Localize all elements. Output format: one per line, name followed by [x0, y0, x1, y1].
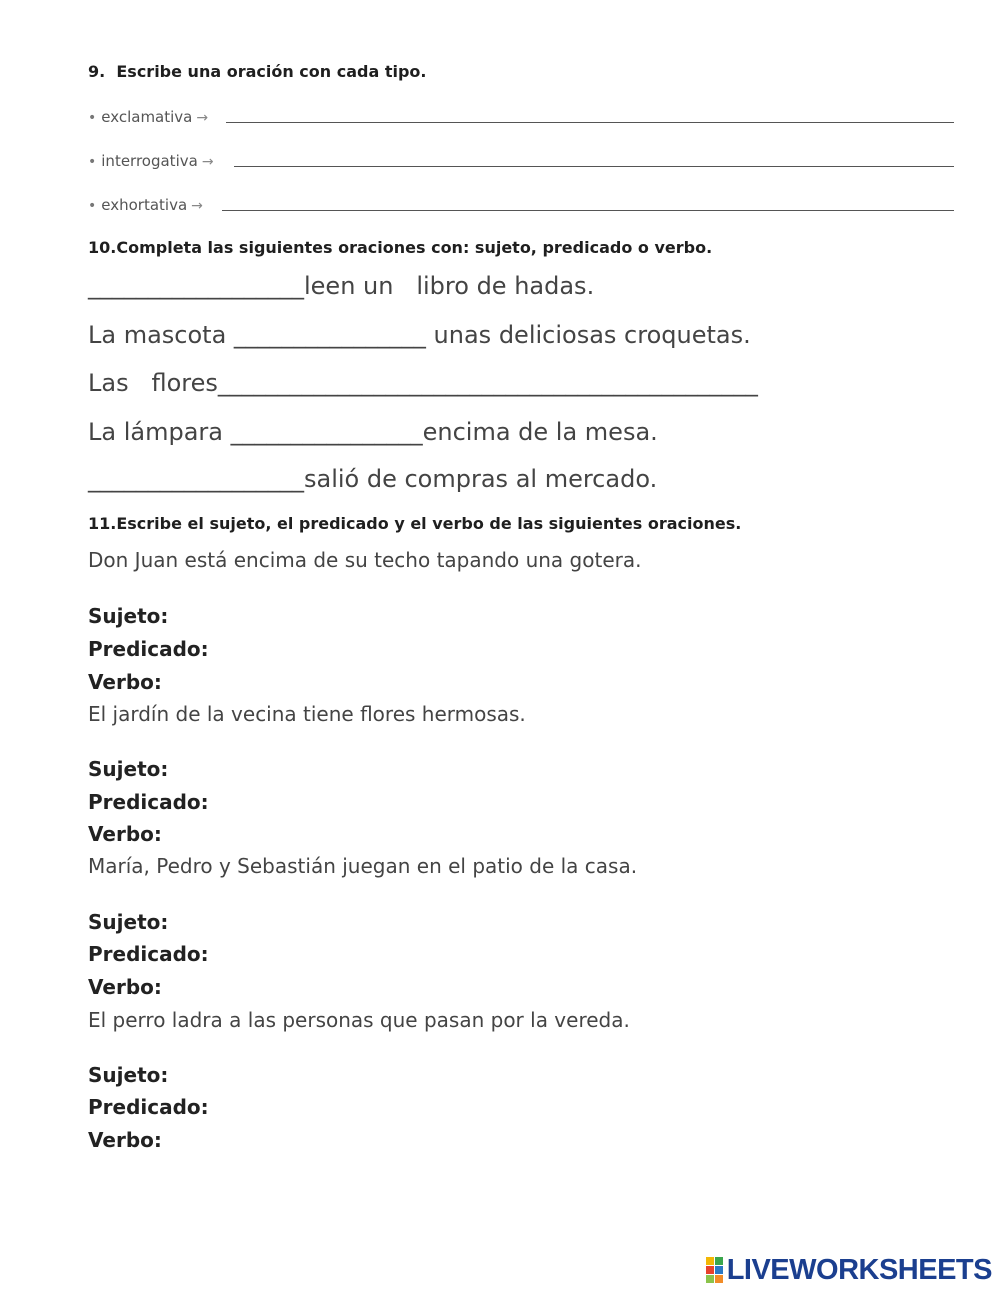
fill-sentence-1[interactable]: __________________leen un libro de hadas. [88, 272, 595, 300]
q11-sentence-2: El jardín de la vecina tiene flores hermosas. [88, 702, 526, 726]
bullet-icon: • [88, 198, 97, 214]
answer-line-exclamativa[interactable] [226, 122, 954, 123]
fill-sentence-5[interactable]: __________________salió de compras al mercado. [88, 465, 658, 493]
q9-item-exhortativa [88, 192, 207, 214]
question-11-text: Escribe el sujeto, el predicado y el verbo de las siguientes oraciones. [116, 514, 742, 533]
predicate-label: Predicado: [88, 637, 209, 661]
q9-item-label: exclamativa [101, 108, 193, 126]
fill-sentence-3[interactable]: Las flores_____________________________________________ [88, 369, 758, 397]
arrow-right-icon: → [201, 154, 214, 170]
logo-block [706, 1275, 714, 1283]
predicate-label: Predicado: [88, 942, 209, 966]
arrow-right-icon: → [196, 110, 209, 126]
verb-label: Verbo: [88, 822, 162, 846]
arrow-right-icon: → [191, 198, 203, 214]
q11-sentence-4: El perro ladra a las personas que pasan por la vereda. [88, 1008, 630, 1032]
subject-label: Sujeto: [88, 757, 169, 781]
bullet-icon: • [88, 154, 97, 170]
logo-blocks-icon [706, 1257, 723, 1283]
subject-label: Sujeto: [88, 910, 169, 934]
question-10-text: Completa las siguientes oraciones con: sujeto, predicado o verbo. [116, 238, 713, 257]
logo-block [715, 1275, 723, 1283]
question-11-title [88, 514, 741, 533]
q9-item-label: interrogativa [101, 152, 198, 170]
verb-label: Verbo: [88, 975, 162, 999]
logo-block [706, 1257, 714, 1265]
question-10-title [88, 238, 712, 257]
question-9-text: Escribe una oración con cada tipo. [116, 62, 427, 81]
fill-sentence-4[interactable]: La lámpara ________________encima de la mesa. [88, 418, 658, 446]
answer-line-exhortativa[interactable] [222, 210, 954, 211]
logo-text: LIVEWORKSHEETS [726, 1253, 992, 1286]
logo-block [706, 1266, 714, 1274]
q11-sentence-3: María, Pedro y Sebastián juegan en el patio de la casa. [88, 854, 638, 878]
verb-label: Verbo: [88, 1128, 162, 1152]
verb-label: Verbo: [88, 670, 162, 694]
bullet-icon: • [88, 110, 97, 126]
question-9-number: 9. [88, 62, 106, 81]
question-9-title [88, 62, 427, 81]
question-11-number: 11. [88, 514, 117, 533]
q11-sentence-1: Don Juan está encima de su techo tapando una gotera. [88, 548, 642, 572]
logo-block [715, 1257, 723, 1265]
liveworksheets-logo [706, 1255, 992, 1285]
logo-block [715, 1266, 723, 1274]
q9-item-interrogativa [88, 148, 218, 170]
subject-label: Sujeto: [88, 604, 169, 628]
question-10-number: 10. [88, 238, 117, 257]
q9-item-label: exhortativa [101, 196, 188, 214]
predicate-label: Predicado: [88, 1095, 209, 1119]
subject-label: Sujeto: [88, 1063, 169, 1087]
q9-item-exclamativa [88, 104, 212, 126]
answer-line-interrogativa[interactable] [234, 166, 954, 167]
fill-sentence-2[interactable]: La mascota ________________ unas deliciosas croquetas. [88, 321, 751, 349]
predicate-label: Predicado: [88, 790, 209, 814]
